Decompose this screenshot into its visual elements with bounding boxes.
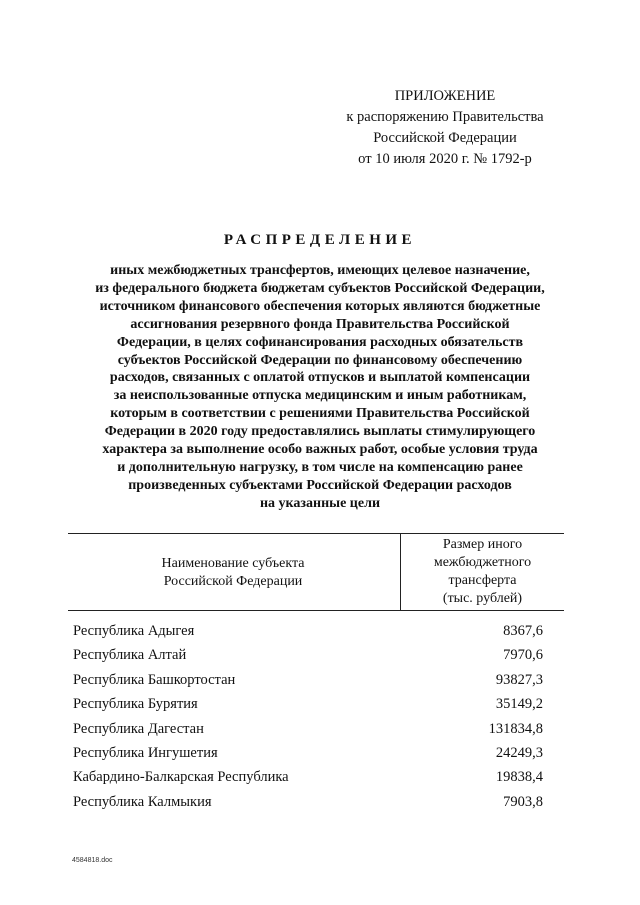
- column-header-line: (тыс. рублей): [442, 591, 523, 606]
- table-header: [68, 533, 564, 611]
- appendix-date-number: от 10 июля 2020 г. № 1792-р: [358, 151, 532, 167]
- subtitle-line: иных межбюджетных трансфертов, имеющих целевое назначение,: [110, 263, 530, 278]
- transfer-amount: 35149,2: [495, 696, 543, 713]
- subtitle-line: на указанные цели: [259, 495, 381, 511]
- appendix-title: ПРИЛОЖЕНИЕ: [394, 88, 496, 104]
- column-header-line: Российской Федерации: [163, 574, 303, 589]
- subtitle-line: Федерации в 2020 году предоставлялись выплаты стимулирующего: [104, 424, 536, 440]
- region-name: Республика Бурятия: [73, 696, 198, 713]
- region-name: Кабардино-Балкарская Республика: [73, 769, 289, 786]
- document-code: 4584818.doc: [72, 857, 113, 864]
- subtitle-line: ассигнования резервного фонда Правительства Российской: [130, 316, 510, 332]
- transfer-amount: 7970,6: [503, 647, 543, 664]
- subtitle-line: Федерации, в целях софинансирования расходных обязательств: [116, 334, 524, 350]
- region-name: Республика Дагестан: [73, 720, 204, 737]
- table-row: [73, 720, 543, 744]
- column-header-line: трансферта: [448, 573, 517, 588]
- table-row: [73, 671, 543, 695]
- column-header-line: Размер иного: [442, 537, 523, 552]
- column-header-line: межбюджетного: [433, 555, 532, 570]
- subtitle-line: произведенных субъектами Российской Федерации расходов: [128, 477, 512, 493]
- appendix-line: к распоряжению Правительства: [346, 109, 544, 125]
- column-header-amount: [401, 536, 564, 608]
- region-name: Республика Адыгея: [73, 623, 195, 639]
- subtitle-line: расходов, связанных с оплатой отпусков и выплатой компенсации: [109, 370, 531, 386]
- region-name: Республика Ингушетия: [73, 744, 218, 761]
- transfer-amount: 7903,8: [503, 793, 543, 810]
- appendix-line: Российской Федерации: [373, 130, 517, 146]
- subtitle-line: источником финансового обеспечения которых являются бюджетные: [99, 298, 541, 314]
- table-row: [73, 646, 543, 670]
- document-heading: РАСПРЕДЕЛЕНИЕ: [223, 232, 417, 248]
- table-row: [73, 744, 543, 768]
- table-row: [73, 622, 543, 646]
- appendix-block: [330, 86, 560, 170]
- subtitle-line: субъектов Российской Федерации по финансовому обеспечению: [117, 352, 523, 368]
- transfer-amount: 93827,3: [495, 671, 543, 688]
- subtitle-line: которым в соответствии с решениями Правительства Российской: [110, 406, 530, 422]
- document-subtitle: [60, 262, 580, 513]
- region-name: Республика Башкортостан: [73, 671, 236, 688]
- subtitle-line: из федерального бюджета бюджетам субъектов Российской Федерации,: [95, 280, 545, 296]
- column-header-region: [68, 555, 398, 591]
- subtitle-line: характера за выполнение особо важных работ, особые условия труда: [102, 442, 538, 458]
- transfer-amount: 8367,6: [503, 623, 543, 639]
- transfer-amount: 19838,4: [495, 769, 543, 786]
- table-row: [73, 768, 543, 792]
- table-row: [73, 793, 543, 817]
- subtitle-line: и дополнительную нагрузку, в том числе на компенсацию ранее: [117, 459, 523, 475]
- table-row: [73, 695, 543, 719]
- table-body: [73, 622, 543, 817]
- region-name: Республика Калмыкия: [73, 793, 212, 810]
- column-header-line: Наименование субъекта: [161, 556, 305, 571]
- subtitle-line: за неиспользованные отпуска медицинским и иным работникам,: [113, 388, 527, 404]
- transfer-amount: 131834,8: [488, 720, 543, 737]
- transfer-amount: 24249,3: [495, 744, 543, 761]
- region-name: Республика Алтай: [73, 647, 187, 664]
